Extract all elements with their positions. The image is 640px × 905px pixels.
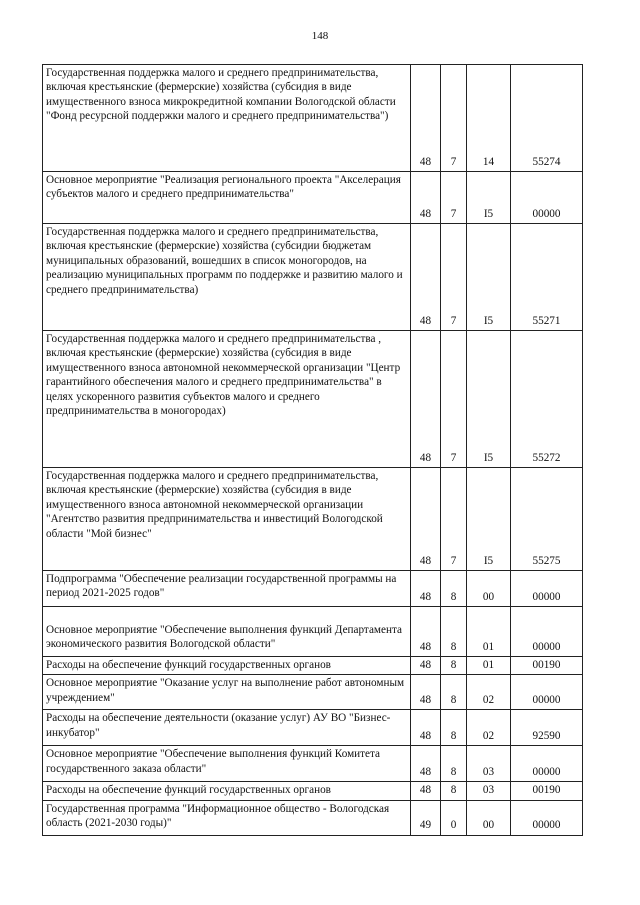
program-code: 48 bbox=[411, 172, 441, 224]
subprogram-code: 8 bbox=[441, 746, 467, 782]
row-name: Государственная поддержка малого и среднего предпринимательства, включая крестьянские (фермерские) хозяйства (субсидии бюджетам муниципальных образований, вошедших в список моногородов, на реализацию муниципальных программ по поддержке и развитию малого и среднего предпринимательства) bbox=[43, 224, 411, 331]
activity-code: 14 bbox=[467, 65, 511, 172]
program-code: 49 bbox=[411, 800, 441, 835]
table-row bbox=[43, 746, 583, 782]
activity-code: 02 bbox=[467, 710, 511, 746]
direction-code: 00190 bbox=[511, 657, 583, 675]
program-code: 48 bbox=[411, 746, 441, 782]
table-row bbox=[43, 571, 583, 607]
activity-code: I5 bbox=[467, 224, 511, 331]
activity-code: I5 bbox=[467, 331, 511, 468]
table-row bbox=[43, 468, 583, 571]
table-row bbox=[43, 657, 583, 675]
program-code: 48 bbox=[411, 710, 441, 746]
activity-code: 00 bbox=[467, 571, 511, 607]
direction-code: 55274 bbox=[511, 65, 583, 172]
direction-code: 00000 bbox=[511, 571, 583, 607]
program-code: 48 bbox=[411, 607, 441, 657]
table-row bbox=[43, 224, 583, 331]
program-code: 48 bbox=[411, 675, 441, 710]
activity-code: 01 bbox=[467, 657, 511, 675]
table-row bbox=[43, 331, 583, 468]
program-code: 48 bbox=[411, 331, 441, 468]
direction-code: 00190 bbox=[511, 782, 583, 800]
direction-code: 00000 bbox=[511, 675, 583, 710]
subprogram-code: 8 bbox=[441, 607, 467, 657]
row-name: Государственная программа "Информационное общество - Вологодская область (2021-2030 годы)" bbox=[43, 800, 411, 835]
subprogram-code: 0 bbox=[441, 800, 467, 835]
subprogram-code: 7 bbox=[441, 65, 467, 172]
table-row bbox=[43, 800, 583, 835]
row-name: Основное мероприятие "Оказание услуг на выполнение работ автономным учреждением" bbox=[43, 675, 411, 710]
table-row bbox=[43, 782, 583, 800]
direction-code: 55272 bbox=[511, 331, 583, 468]
row-name: Государственная поддержка малого и среднего предпринимательства, включая крестьянские (фермерские) хозяйства (субсидия в виде имущественного взноса микрокредитной компании Вологодской области "Фонд ресурсной поддержки малого и среднего предпринимательства") bbox=[43, 65, 411, 172]
table-row bbox=[43, 675, 583, 710]
activity-code: 03 bbox=[467, 746, 511, 782]
direction-code: 55275 bbox=[511, 468, 583, 571]
page-number: 148 bbox=[311, 30, 329, 42]
row-name: Основное мероприятие "Реализация регионального проекта "Акселерация субъектов малого и среднего предпринимательства" bbox=[43, 172, 411, 224]
subprogram-code: 7 bbox=[441, 468, 467, 571]
subprogram-code: 7 bbox=[441, 172, 467, 224]
direction-code: 55271 bbox=[511, 224, 583, 331]
program-code: 48 bbox=[411, 468, 441, 571]
program-code: 48 bbox=[411, 657, 441, 675]
activity-code: 01 bbox=[467, 607, 511, 657]
table-row bbox=[43, 710, 583, 746]
row-name: Расходы на обеспечение функций государственных органов bbox=[43, 657, 411, 675]
row-name: Расходы на обеспечение функций государственных органов bbox=[43, 782, 411, 800]
table-row bbox=[43, 172, 583, 224]
subprogram-code: 8 bbox=[441, 657, 467, 675]
activity-code: I5 bbox=[467, 172, 511, 224]
row-name: Государственная поддержка малого и среднего предпринимательства , включая крестьянские (фермерские) хозяйства (субсидия в виде имущественного взноса автономной некоммерческой организации "Центр гарантийного обеспечения малого и среднего предпринимательства" в целях ускоренного развития субъектов малого и среднего предпринимательства в моногородах) bbox=[43, 331, 411, 468]
subprogram-code: 8 bbox=[441, 710, 467, 746]
program-code: 48 bbox=[411, 782, 441, 800]
activity-code: I5 bbox=[467, 468, 511, 571]
subprogram-code: 8 bbox=[441, 571, 467, 607]
row-name: Расходы на обеспечение деятельности (оказание услуг) АУ ВО "Бизнес-инкубатор" bbox=[43, 710, 411, 746]
row-name: Подпрограмма "Обеспечение реализации государственной программы на период 2021-2025 годов" bbox=[43, 571, 411, 607]
subprogram-code: 7 bbox=[441, 224, 467, 331]
direction-code: 00000 bbox=[511, 607, 583, 657]
row-name: Основное мероприятие "Обеспечение выполнения функций Департамента экономического развития Вологодской области" bbox=[43, 607, 411, 657]
activity-code: 02 bbox=[467, 675, 511, 710]
subprogram-code: 7 bbox=[441, 331, 467, 468]
subprogram-code: 8 bbox=[441, 675, 467, 710]
row-name: Государственная поддержка малого и среднего предпринимательства, включая крестьянские (фермерские) хозяйства (субсидия в виде имущественного взноса автономной некоммерческой организации "Агентство развития предпринимательства и инвестиций Вологодской области "Мой бизнес" bbox=[43, 468, 411, 571]
activity-code: 00 bbox=[467, 800, 511, 835]
direction-code: 00000 bbox=[511, 746, 583, 782]
program-code: 48 bbox=[411, 224, 441, 331]
program-code: 48 bbox=[411, 571, 441, 607]
table-row bbox=[43, 607, 583, 657]
program-code: 48 bbox=[411, 65, 441, 172]
row-name: Основное мероприятие "Обеспечение выполнения функций Комитета государственного заказа области" bbox=[43, 746, 411, 782]
budget-classification-table bbox=[42, 64, 583, 836]
table-row bbox=[43, 65, 583, 172]
subprogram-code: 8 bbox=[441, 782, 467, 800]
activity-code: 03 bbox=[467, 782, 511, 800]
direction-code: 92590 bbox=[511, 710, 583, 746]
direction-code: 00000 bbox=[511, 800, 583, 835]
direction-code: 00000 bbox=[511, 172, 583, 224]
